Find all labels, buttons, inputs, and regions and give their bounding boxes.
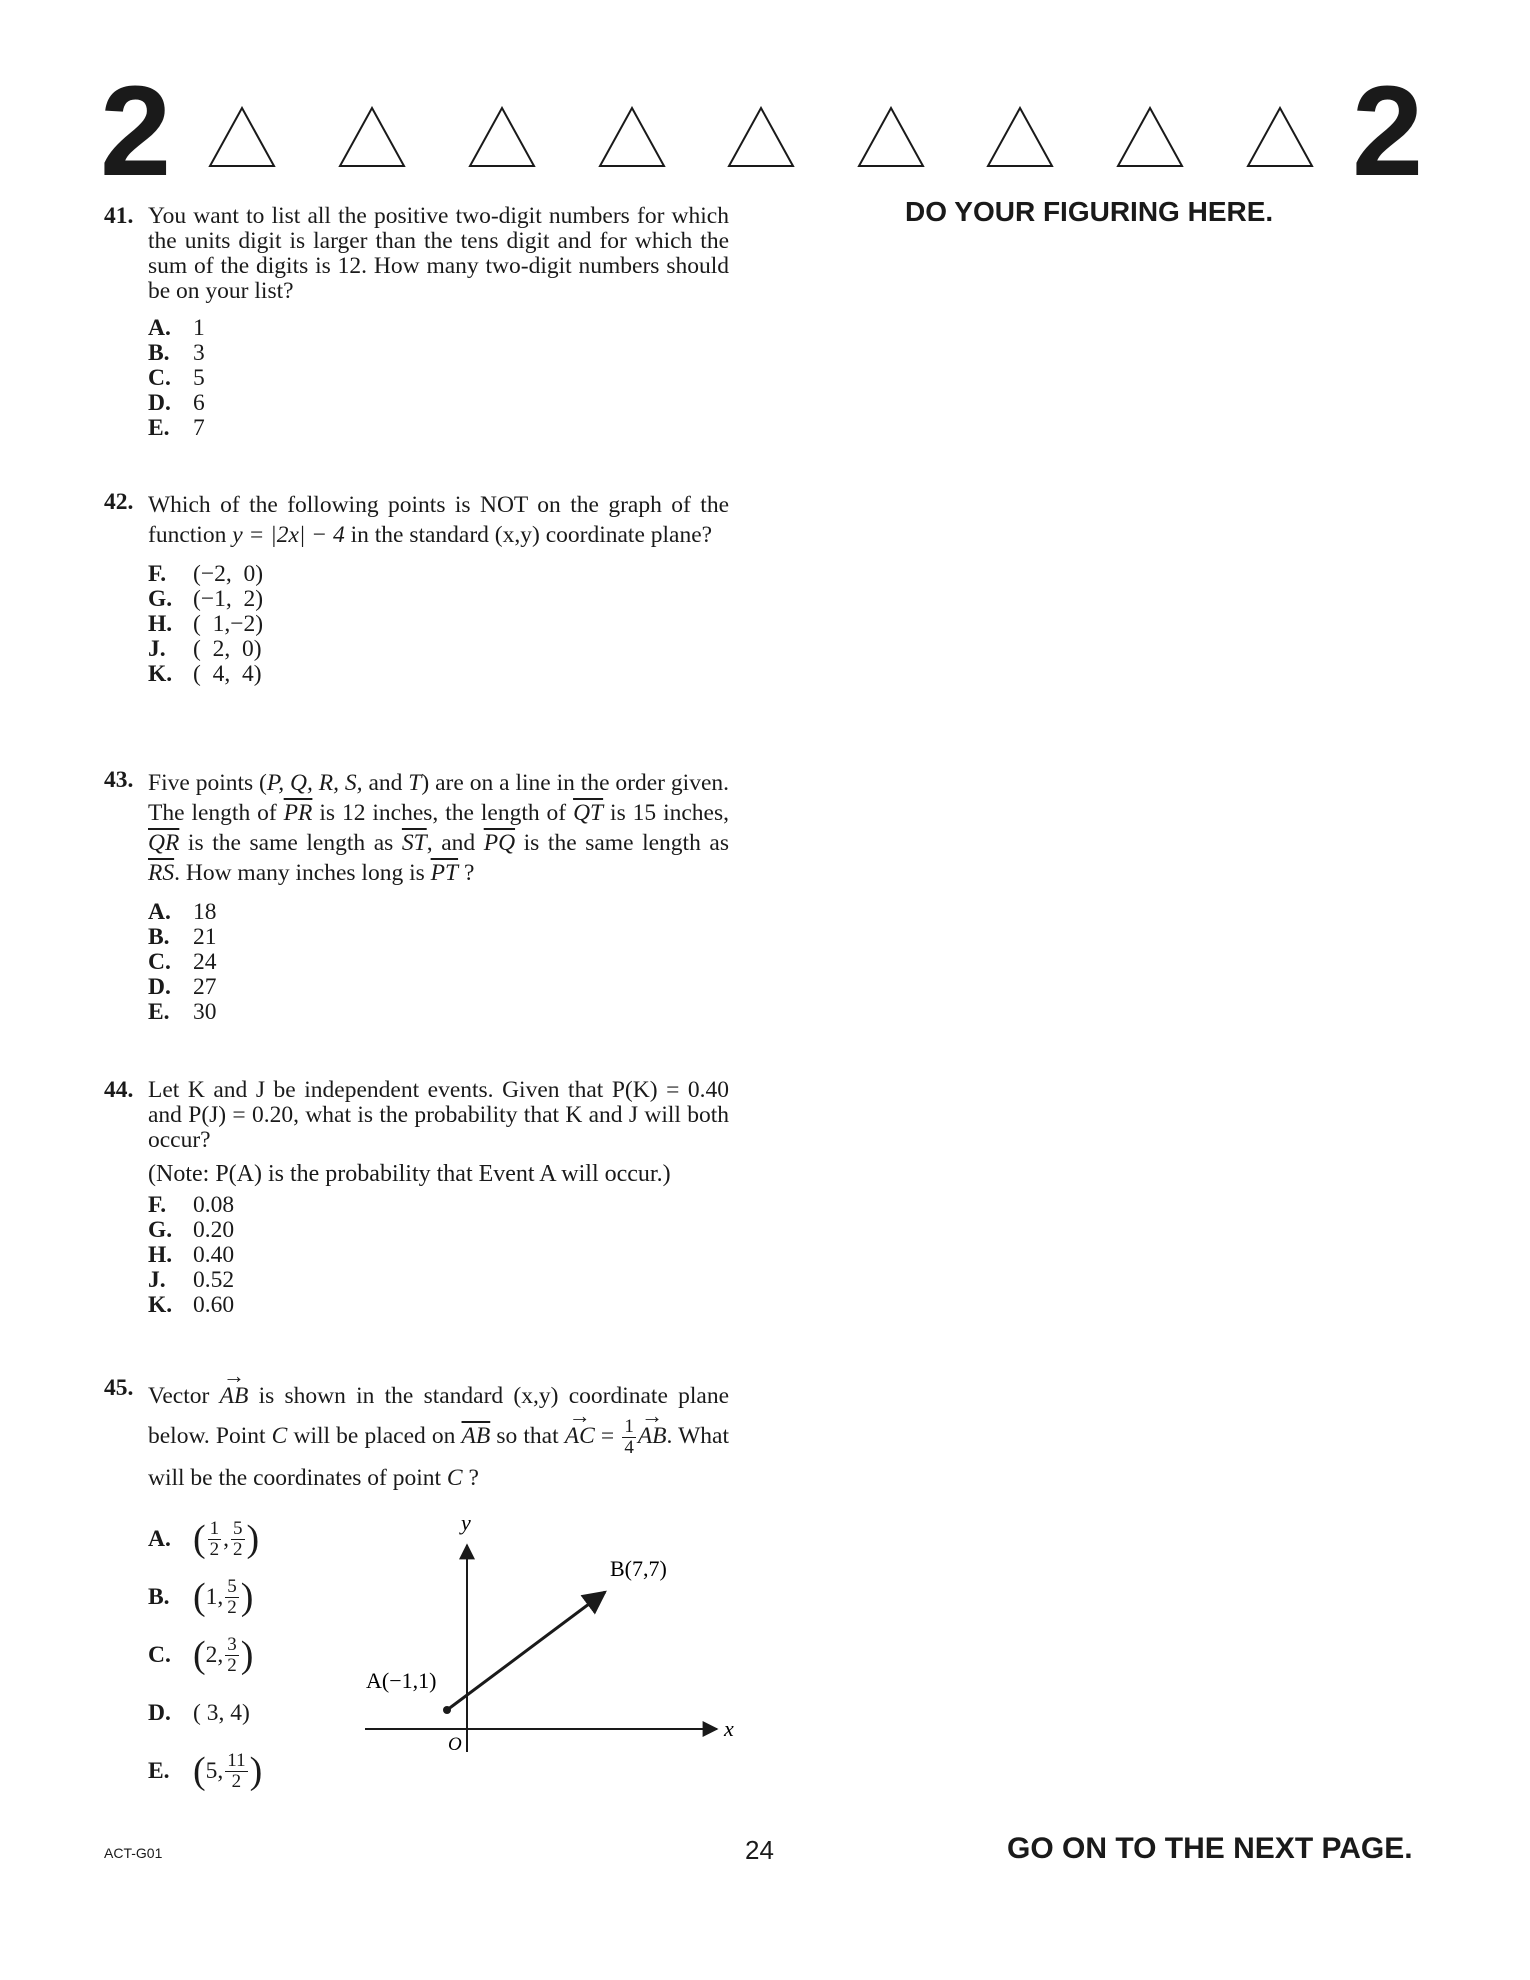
denominator: 2 (227, 1654, 237, 1676)
answer-choice[interactable] (148, 637, 729, 662)
fraction (225, 1635, 239, 1676)
answer-choices (148, 900, 729, 1025)
segment-st: $\overline{ST}$ (401, 830, 427, 856)
choice-value: 24 (193, 949, 217, 975)
question-43 (104, 768, 729, 1025)
text-span: is the same length as (179, 830, 402, 856)
point-b-label: B(7,7) (610, 1556, 667, 1581)
choice-letter: E. (148, 999, 170, 1025)
choice-letter: D. (148, 1699, 171, 1726)
answer-choice[interactable] (148, 900, 729, 925)
text-span: Vector (148, 1383, 210, 1409)
choice-letter: A. (148, 899, 171, 925)
text-span: will be placed on (293, 1423, 456, 1449)
choice-letter: J. (148, 636, 166, 662)
text-span: ) are on a line in the order given. The length of (148, 770, 730, 826)
denominator: 2 (233, 1538, 243, 1560)
vector-ac: → AC (565, 1416, 595, 1456)
answer-choice[interactable] (148, 341, 729, 366)
answer-choices (148, 562, 729, 687)
answer-choice[interactable] (148, 1218, 729, 1243)
question-number: 42. (104, 489, 134, 515)
x-axis-label: x (724, 1716, 734, 1741)
choice-value: ( 2, 0) (193, 636, 262, 662)
point-a (443, 1706, 451, 1714)
text-span: in the standard (x,y) coordinate plane? (350, 522, 713, 548)
choice-value: 0.08 (193, 1192, 235, 1218)
choice-value: 5 (193, 365, 205, 391)
triangle-icon (208, 106, 276, 168)
answer-choice[interactable]: B. ( 1, $\frac{5}{2}$ ) (148, 1575, 254, 1619)
text-span: ? (458, 860, 475, 886)
answer-choice[interactable] (148, 391, 729, 416)
choice-letter: J. (148, 1267, 166, 1293)
answer-choices (148, 316, 729, 441)
vector-ab: → AB (638, 1416, 667, 1456)
fraction (225, 1577, 239, 1618)
choice-value: 21 (193, 924, 217, 950)
choice-letter: K. (148, 661, 173, 687)
choice-letter: F. (148, 561, 167, 587)
choice-value: 27 (193, 974, 217, 1000)
triangle-icon (1246, 106, 1314, 168)
choice-value: ( 4, 4) (193, 661, 262, 687)
coordinate-graph (360, 1505, 740, 1755)
numerator: 1 (624, 1416, 634, 1438)
test-code: ACT-G01 (104, 1845, 163, 1861)
text-span: ? (468, 1465, 479, 1492)
answer-choice[interactable] (148, 562, 729, 587)
fraction (231, 1519, 245, 1560)
choice-value: (−1, 2) (193, 586, 264, 612)
choice-letter: B. (148, 924, 170, 950)
choice-letter: D. (148, 974, 171, 1000)
choice-value: (−2, 0) (193, 561, 264, 587)
choice-value: 1, (205, 1583, 224, 1610)
vector-ab: → AB (220, 1376, 249, 1416)
question-44 (104, 1078, 729, 1318)
vector-ab-arrow (447, 1592, 605, 1710)
choice-value: 30 (193, 999, 217, 1025)
choice-value: 0.52 (193, 1267, 235, 1293)
triangle-icon (598, 106, 666, 168)
figuring-label: DO YOUR FIGURING HERE. (905, 196, 1274, 227)
question-text: You want to list all the positive two-digit numbers for which the units digit is larger than the tens digit and for which the sum of the digits is 12. How many two-digit numbers should be on your list? (148, 203, 729, 304)
answer-choices (148, 1510, 288, 1800)
choice-value: 0.40 (193, 1242, 235, 1268)
answer-choice[interactable] (148, 1000, 729, 1025)
choice-value: ( 3, 4) (193, 1699, 250, 1726)
segment-pr: $\overline{PR}$ (283, 800, 313, 826)
equals-sign: = (600, 1423, 615, 1449)
text-span: is 12 inches, the length of (312, 800, 574, 826)
choice-value: 0.60 (193, 1292, 235, 1318)
triangle-icon (1116, 106, 1184, 168)
numerator: 3 (227, 1633, 237, 1655)
answer-choice[interactable] (148, 950, 729, 975)
choice-letter: A. (148, 1525, 171, 1552)
page-number: 24 (745, 1835, 774, 1865)
fraction (225, 1751, 247, 1792)
question-text: Let K and J be independent events. Given that P(K) = 0.40 and P(J) = 0.20, what is the probability that K and J will both occur? (148, 1077, 729, 1153)
text-span: and (362, 770, 409, 796)
numerator: 5 (227, 1575, 237, 1597)
fraction (622, 1417, 636, 1458)
numerator: 11 (227, 1749, 246, 1771)
answer-choice[interactable] (148, 416, 729, 441)
question-text (148, 1376, 729, 1498)
choice-letter: D. (148, 390, 171, 416)
text-span: Five points ( (148, 770, 267, 796)
question-number: 45. (104, 1375, 134, 1401)
numerator: 5 (233, 1517, 243, 1539)
question-text (148, 768, 729, 888)
choice-value: 5, (205, 1757, 224, 1784)
question-number: 44. (104, 1077, 134, 1103)
denominator: 2 (227, 1596, 237, 1618)
text-span: Which of the following points is NOT on the graph of the function (148, 492, 729, 548)
text-span: is shown in the standard (x,y) coordinate plane below. Point (148, 1383, 730, 1449)
choice-letter: K. (148, 1292, 173, 1318)
answer-choice[interactable] (148, 612, 729, 637)
function-equation: y = |2x| − 4 (232, 522, 345, 548)
answer-choice[interactable] (148, 975, 729, 1000)
choice-letter: G. (148, 1217, 173, 1243)
choice-letter: F. (148, 1192, 167, 1218)
answer-choice[interactable] (148, 587, 729, 612)
choice-letter: B. (148, 340, 170, 366)
point-names: P, Q, R, S, (266, 770, 363, 796)
answer-choice[interactable] (148, 1684, 288, 1742)
y-axis-label: y (461, 1510, 471, 1535)
answer-choice[interactable] (148, 366, 729, 391)
segment-pq: $\overline{PQ}$ (483, 830, 516, 856)
answer-choice[interactable] (148, 1268, 729, 1293)
text-span: so that (496, 1423, 559, 1449)
question-number: 43. (104, 767, 134, 793)
text-span: . How many inches long is (174, 860, 431, 886)
answer-choices (148, 1193, 729, 1318)
choice-letter: B. (148, 1583, 170, 1610)
triangle-icon (857, 106, 925, 168)
answer-choice[interactable] (148, 662, 729, 687)
answer-choice[interactable] (148, 925, 729, 950)
question-42 (104, 490, 729, 687)
question-number: 41. (104, 203, 134, 229)
answer-choice[interactable] (148, 1243, 729, 1268)
origin-label: O (448, 1734, 462, 1755)
choice-letter: C. (148, 365, 171, 391)
choice-letter: E. (148, 1757, 170, 1784)
choice-letter: G. (148, 586, 173, 612)
text-span: . What will be the coordinates of point (148, 1423, 729, 1492)
choice-value: 1 (193, 315, 205, 341)
choice-letter: C. (148, 949, 171, 975)
segment-rs: $\overline{RS}$ (148, 860, 175, 886)
question-text (148, 490, 729, 550)
point-name: C (271, 1423, 288, 1449)
segment-ab: $\overline{AB}$ (461, 1423, 491, 1449)
triangle-icon (727, 106, 795, 168)
denominator: 2 (209, 1538, 220, 1560)
choice-letter: C. (148, 1641, 171, 1668)
go-next-page: GO ON TO THE NEXT PAGE. (1007, 1832, 1413, 1865)
section-number-left: 2 (100, 60, 172, 203)
triangle-icon (338, 106, 406, 168)
denominator: 2 (231, 1770, 242, 1792)
text-span: , and (426, 830, 484, 856)
segment-qt: $\overline{QT}$ (573, 800, 604, 826)
triangle-icon (986, 106, 1054, 168)
choice-value: 3 (193, 340, 205, 366)
choice-letter: H. (148, 1242, 173, 1268)
question-note: (Note: P(A) is the probability that Event A will occur.) (148, 1161, 671, 1187)
question-41 (104, 204, 729, 441)
choice-value: 7 (193, 415, 205, 441)
choice-value: 6 (193, 390, 205, 416)
answer-choice[interactable] (148, 1293, 729, 1318)
triangle-icon (468, 106, 536, 168)
fraction (208, 1519, 222, 1560)
segment-qr: $\overline{QR}$ (148, 830, 180, 856)
section-number-right: 2 (1352, 60, 1424, 203)
text-span: is the same length as (515, 830, 730, 856)
denominator: 4 (624, 1437, 634, 1459)
choice-value: ( 1,−2) (193, 611, 264, 637)
point-name: C (446, 1465, 463, 1492)
choice-value: 18 (193, 899, 217, 925)
segment-pt: $\overline{PT}$ (430, 860, 459, 886)
answer-choice[interactable]: E. ( 5, $\frac{11}{2}$ ) (148, 1749, 263, 1793)
numerator: 1 (209, 1517, 220, 1539)
choice-value: 2, (205, 1641, 224, 1668)
answer-choice[interactable]: A. ( $\frac{1}{2}$ , $\frac{5}{2}$ ) (148, 1517, 260, 1561)
choice-letter: H. (148, 611, 173, 637)
choice-letter: A. (148, 315, 171, 341)
point-a-label: A(−1,1) (366, 1668, 437, 1693)
answer-choice[interactable] (148, 1193, 729, 1218)
text-span: is 15 inches, (603, 800, 730, 826)
point-name: T (408, 770, 422, 796)
choice-value: 0.20 (193, 1217, 235, 1243)
answer-choice[interactable] (148, 316, 729, 341)
answer-choice[interactable]: C. ( 2, $\frac{3}{2}$ ) (148, 1633, 254, 1677)
choice-letter: E. (148, 415, 170, 441)
